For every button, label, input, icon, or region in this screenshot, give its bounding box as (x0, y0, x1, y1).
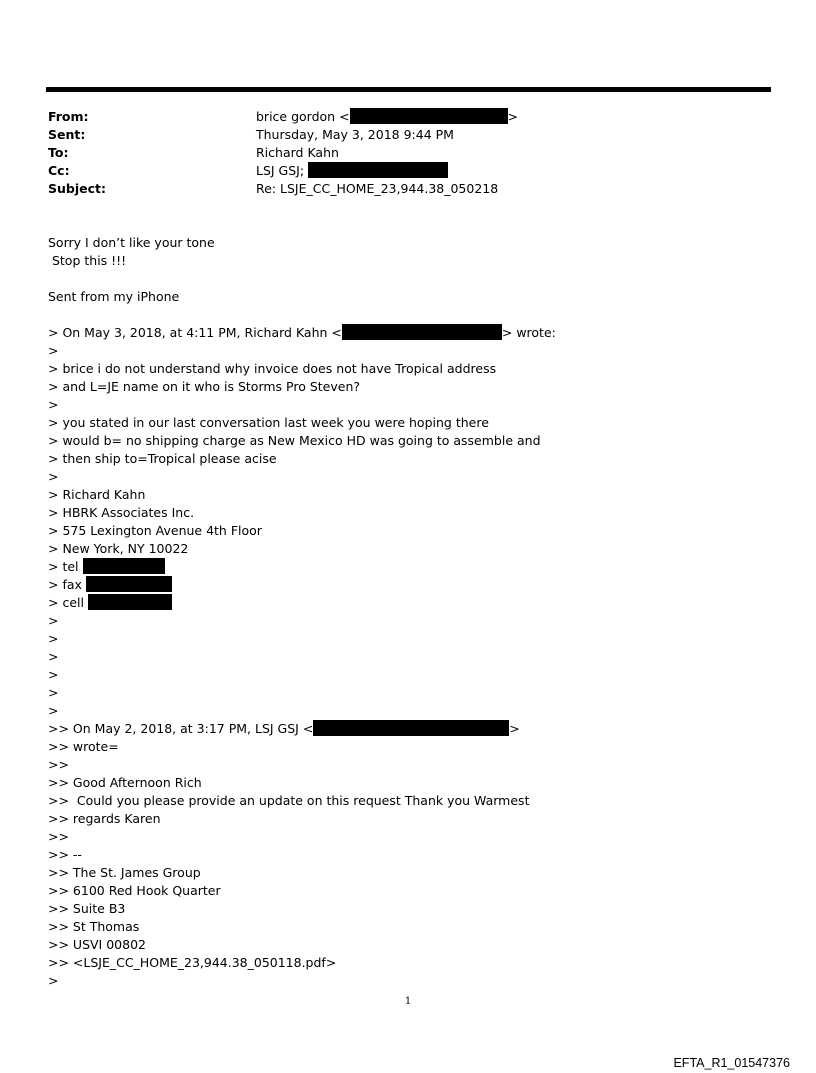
subject-label: Subject: (48, 181, 106, 196)
from-suffix: > (507, 109, 519, 124)
body-line: > (48, 631, 59, 646)
body-line: > (48, 685, 59, 700)
page-number: 1 (404, 996, 412, 1007)
subject-value: Re: LSJE_CC_HOME_23,944.38_050218 (256, 181, 499, 196)
to-value: Richard Kahn (256, 145, 339, 160)
body-line: > (48, 973, 59, 988)
redaction-block (308, 162, 448, 178)
attachment-line: >> <LSJE_CC_HOME_23,944.38_050118.pdf> (48, 955, 337, 970)
email-header (48, 108, 518, 198)
tel-label: > tel (48, 559, 83, 574)
body-line: >> Could you please provide an update on this request Thank you Warmest (48, 793, 530, 808)
quoted-header-suffix: > (509, 721, 520, 736)
body-line (48, 270, 556, 288)
body-line: >> USVI 00802 (48, 937, 146, 952)
body-line: Sorry I don’t like your tone (48, 235, 215, 250)
email-body (48, 234, 556, 990)
header-rule (46, 87, 771, 92)
body-line: > brice i do not understand why invoice does not have Tropical address (48, 361, 497, 376)
redaction-block (342, 324, 502, 340)
redaction-block (86, 576, 172, 592)
fax-label: > fax (48, 577, 86, 592)
body-line: > you stated in our last conversation last week you were hoping there (48, 415, 489, 430)
sent-value: Thursday, May 3, 2018 9:44 PM (256, 127, 454, 142)
from-value (256, 108, 518, 126)
body-line: >> regards Karen (48, 811, 161, 826)
body-line: > (48, 703, 59, 718)
body-line: Sent from my iPhone (48, 289, 180, 304)
quoted-header-line (48, 720, 556, 738)
document-id: EFTA_R1_01547376 (673, 1056, 790, 1070)
body-line: >> wrote= (48, 739, 119, 754)
body-line: >> Good Afternoon Rich (48, 775, 202, 790)
quoted-header-suffix: > wrote: (501, 325, 556, 340)
signature-cell-line (48, 594, 556, 612)
body-line: > (48, 649, 59, 664)
body-line: > (48, 469, 59, 484)
body-line: > (48, 613, 59, 628)
cc-label: Cc: (48, 163, 70, 178)
quoted-header-line (48, 324, 556, 342)
to-row (48, 144, 518, 162)
body-line: > New York, NY 10022 (48, 541, 189, 556)
body-line: >> (48, 757, 69, 772)
quoted-header-text: >> On May 2, 2018, at 3:17 PM, LSJ GSJ < (48, 721, 314, 736)
signature-tel-line (48, 558, 556, 576)
body-line: > HBRK Associates Inc. (48, 505, 195, 520)
body-line: >> 6100 Red Hook Quarter (48, 883, 221, 898)
body-line: > would b= no shipping charge as New Mexico HD was going to assemble and (48, 433, 541, 448)
subject-row (48, 180, 518, 198)
body-line: > (48, 397, 59, 412)
redaction-block (88, 594, 172, 610)
body-line: >> -- (48, 847, 82, 862)
body-line: >> The St. James Group (48, 865, 201, 880)
redaction-block (350, 108, 508, 124)
body-line: Stop this !!! (48, 253, 127, 268)
body-line: > and L=JE name on it who is Storms Pro Steven? (48, 379, 361, 394)
cc-name: LSJ GSJ; (256, 163, 305, 178)
body-line: > Richard Kahn (48, 487, 146, 502)
from-name: brice gordon < (256, 109, 350, 124)
body-line: > (48, 343, 59, 358)
redaction-block (83, 558, 165, 574)
cell-label: > cell (48, 595, 88, 610)
sent-row (48, 126, 518, 144)
sent-label: Sent: (48, 127, 86, 142)
body-line: > (48, 667, 59, 682)
body-line: > then ship to=Tropical please acise (48, 451, 277, 466)
cc-row (48, 162, 518, 180)
signature-fax-line (48, 576, 556, 594)
quoted-header-text: > On May 3, 2018, at 4:11 PM, Richard Kahn < (48, 325, 342, 340)
body-line (48, 306, 556, 324)
to-label: To: (48, 145, 69, 160)
body-line: >> Suite B3 (48, 901, 126, 916)
from-label: From: (48, 109, 89, 124)
body-line: > 575 Lexington Avenue 4th Floor (48, 523, 262, 538)
cc-value (256, 162, 448, 180)
body-line: >> (48, 829, 69, 844)
from-row (48, 108, 518, 126)
body-line: >> St Thomas (48, 919, 140, 934)
redaction-block (313, 720, 509, 736)
